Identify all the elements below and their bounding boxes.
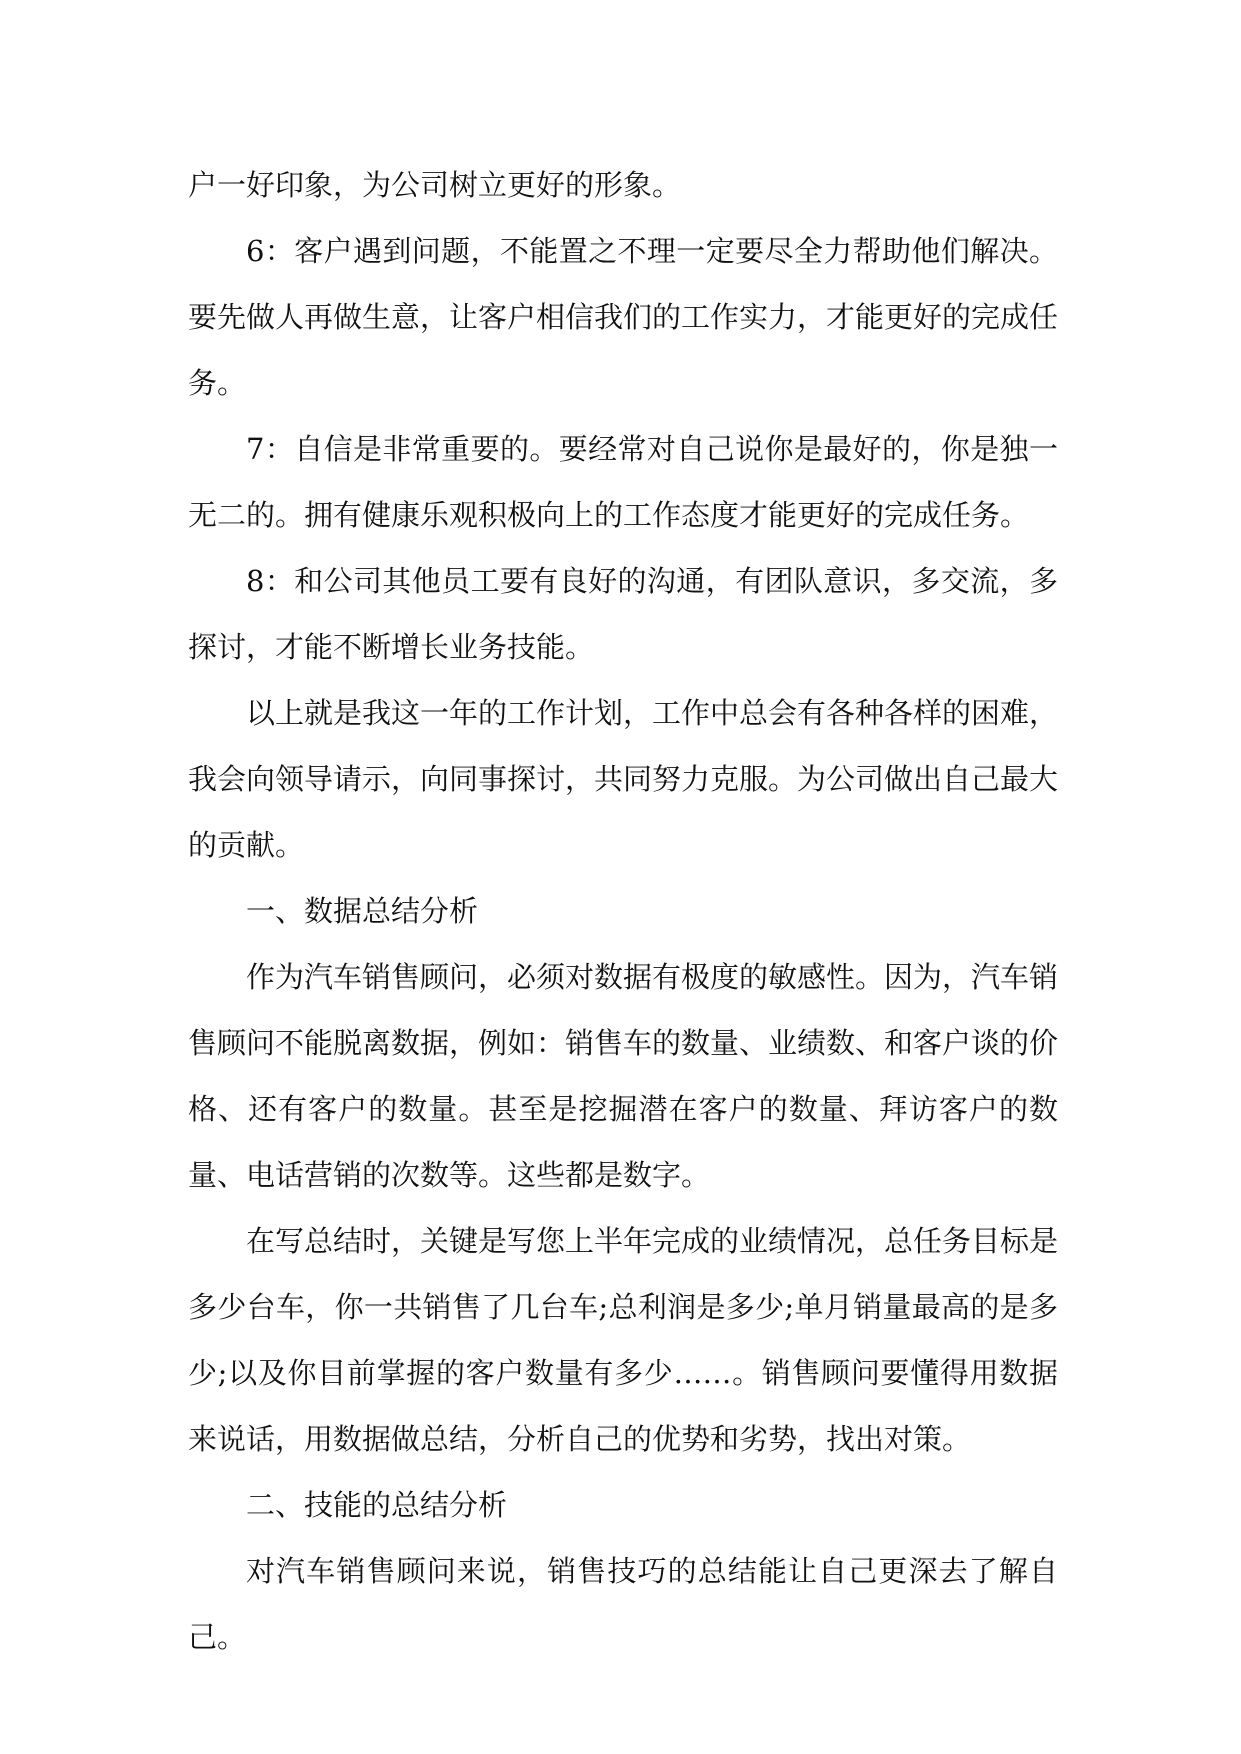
document-body: [188, 152, 1058, 1670]
paragraph-continuation: 户一好印象，为公司树立更好的形象。: [188, 168, 682, 202]
section-heading-data-analysis: 一、数据总结分析: [246, 894, 479, 928]
section-heading-skills-analysis: 二、技能的总结分析: [246, 1488, 508, 1522]
paragraph-item-7: 7：自信是非常重要的。要经常对自己说你是最好的，你是独一无二的。拥有健康乐观积极向上的工作态度才能更好的完成任务。: [188, 432, 1058, 532]
paragraph-item-8: 8：和公司其他员工要有良好的沟通，有团队意识，多交流，多探讨，才能不断增长业务技能。: [188, 564, 1058, 664]
paragraph-data-sensitivity: 作为汽车销售顾问，必须对数据有极度的敏感性。因为，汽车销售顾问不能脱离数据，例如：销售车的数量、业绩数、和客户谈的价格、还有客户的数量。甚至是挖掘潜在客户的数量、拜访客户的数量、电话营销的次数等。这些都是数字。: [188, 960, 1059, 1192]
paragraph-conclusion: 以上就是我这一年的工作计划，工作中总会有各种各样的困难，我会向领导请示，向同事探讨，共同努力克服。为公司做出自己最大的贡献。: [188, 696, 1059, 862]
paragraph-skills-intro: 对汽车销售顾问来说，销售技巧的总结能让自己更深去了解自己。: [188, 1554, 1058, 1654]
paragraph-item-6: 6：客户遇到问题，不能置之不理一定要尽全力帮助他们解决。要先做人再做生意，让客户相信我们的工作实力，才能更好的完成任务。: [188, 234, 1059, 400]
paragraph-summary-writing: 在写总结时，关键是写您上半年完成的业绩情况，总任务目标是多少台车，你一共销售了几台车;总利润是多少;单月销量最高的是多少;以及你目前掌握的客户数量有多少……。销售顾问要懂得用数据来说话，用数据做总结，分析自己的优势和劣势，找出对策。: [188, 1224, 1059, 1456]
